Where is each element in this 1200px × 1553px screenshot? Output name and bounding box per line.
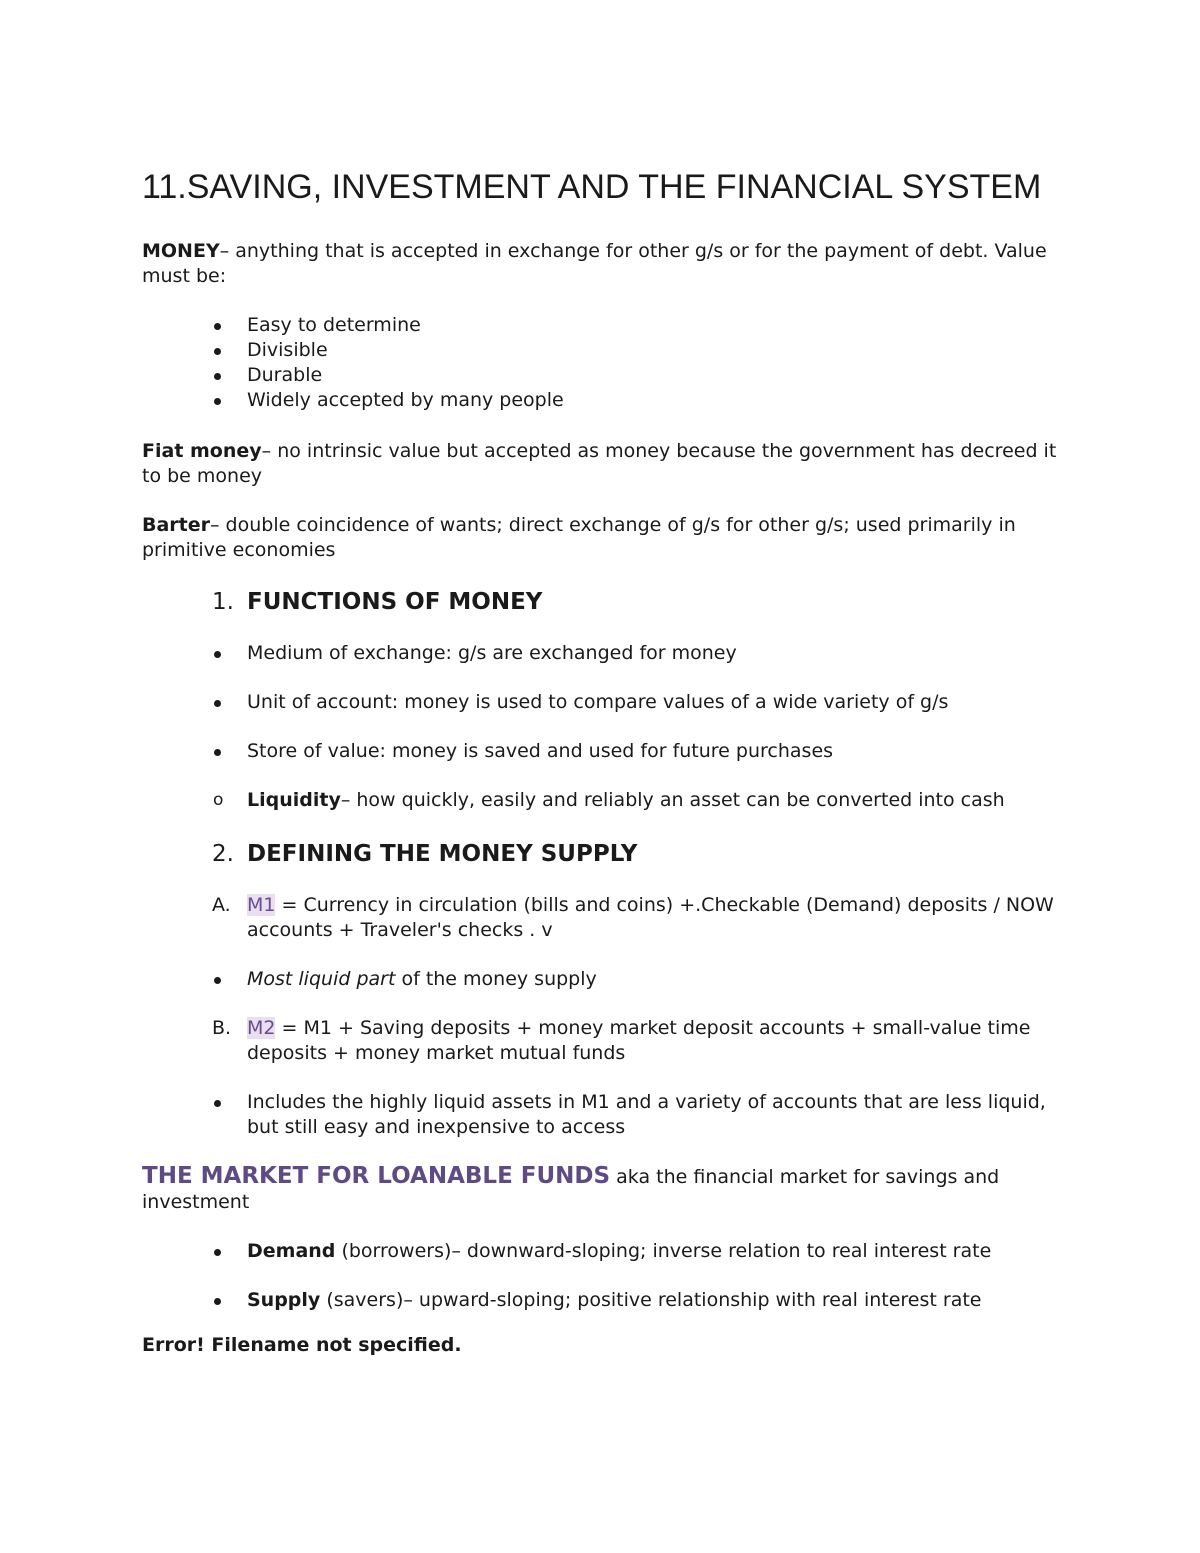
fiat-term: Fiat money [142,440,262,462]
m1-item [142,893,1072,943]
fiat-def: – no intrinsic value but accepted as money because the government has decreed it to be money [142,440,1057,487]
heading-number: 2. [212,841,234,867]
heading-text: DEFINING THE MONEY SUPPLY [247,841,638,867]
list-item [142,967,1072,992]
money-term: MONEY [142,240,220,262]
bullet-icon [214,651,221,658]
barter-definition [142,513,1072,563]
list-item-text: Unit of account: money is used to compare values of a wide variety of g/s [247,691,949,713]
list-item-liquidity [142,788,1072,813]
loanable-funds-paragraph [142,1164,1072,1215]
document-body [142,167,1072,1358]
money-qualities-list [142,313,1072,413]
list-letter: B. [212,1017,232,1039]
list-item [142,388,1072,413]
list-item-text: Medium of exchange: g/s are exchanged for money [247,642,737,664]
demand-def: (borrowers)– downward-sloping; inverse relation to real interest rate [335,1240,992,1262]
m1-note-italic: Most liquid part [247,968,396,990]
list-item-text: Divisible [247,339,328,361]
money-definition [142,239,1072,289]
liquidity-def: – how quickly, easily and reliably an asset can be converted into cash [340,789,1005,811]
circle-bullet-icon: o [213,790,224,810]
m1-term: M1 [247,894,276,916]
fiat-definition [142,439,1072,489]
heading-text: FUNCTIONS OF MONEY [247,589,543,615]
list-item [142,338,1072,363]
list-item [142,1288,1072,1313]
bullet-icon [214,1100,221,1107]
bullet-icon [214,700,221,707]
list-item [142,313,1072,338]
list-item [142,1239,1072,1264]
m1-note-rest: of the money supply [395,968,597,990]
m2-note: Includes the highly liquid assets in M1 and a variety of accounts that are less liquid, but still easy and inexpensive to access [247,1091,1046,1138]
error-message: Error! Filename not specified. [142,1334,462,1356]
bullet-icon [214,373,221,380]
barter-term: Barter [142,514,211,536]
supply-term: Supply [247,1289,321,1311]
loanable-funds-rest: aka the financial market for savings and investment [142,1166,1000,1213]
bullet-icon [214,1249,221,1256]
list-item [142,1090,1072,1140]
bullet-icon [214,323,221,330]
m2-term: M2 [247,1017,276,1039]
list-item-text: Easy to determine [247,314,421,336]
list-item [142,641,1072,666]
bullet-icon [214,348,221,355]
supply-def: (savers)– upward-sloping; positive relationship with real interest rate [320,1289,982,1311]
bullet-icon [214,749,221,756]
loanable-funds-heading: THE MARKET FOR LOANABLE FUNDS [142,1163,611,1189]
m2-item [142,1016,1072,1066]
page-title: 11.SAVING, INVESTMENT AND THE FINANCIAL SYSTEM [142,168,1042,206]
list-item [142,739,1072,764]
list-letter: A. [212,894,231,916]
heading-number: 1. [212,589,234,615]
money-supply-heading [142,839,1072,869]
demand-term: Demand [247,1240,336,1262]
bullet-icon [214,977,221,984]
list-item-text: Durable [247,364,323,386]
list-item-text: Store of value: money is saved and used for future purchases [247,740,834,762]
bullet-icon [214,1298,221,1305]
list-item [142,690,1072,715]
barter-def: – double coincidence of wants; direct exchange of g/s for other g/s; used primarily in primitive economies [142,514,1016,561]
money-def: – anything that is accepted in exchange for other g/s or for the payment of debt. Value must be: [142,240,1047,287]
m2-def: = M1 + Saving deposits + money market deposit accounts + small-value time deposits + money market mutual funds [247,1017,1031,1064]
m1-def: = Currency in circulation (bills and coins) +.Checkable (Demand) deposits / NOW accounts + Traveler's checks . v [247,894,1054,941]
list-item [142,363,1072,388]
bullet-icon [214,398,221,405]
liquidity-term: Liquidity [247,789,341,811]
list-item-text: Widely accepted by many people [247,389,564,411]
functions-heading [142,587,1072,617]
